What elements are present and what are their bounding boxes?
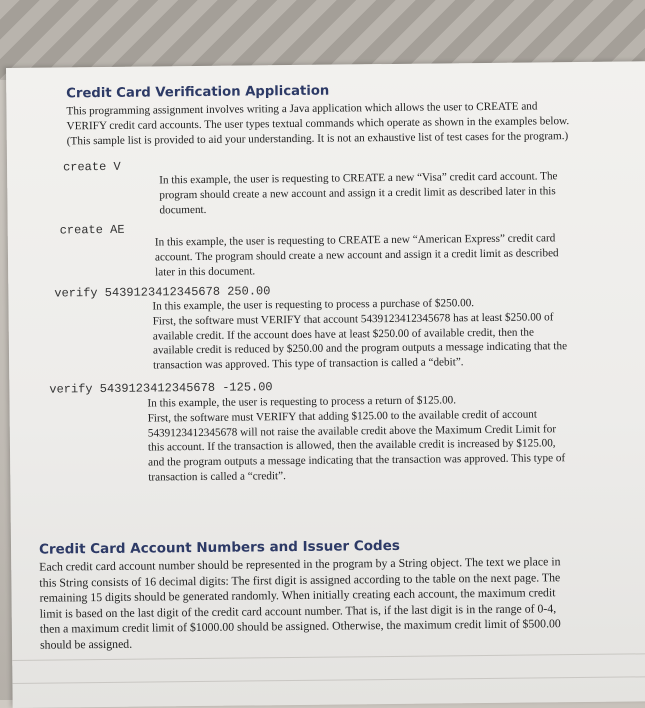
description-line: account. The program should create a new account and assign it a credit limit as described <box>154 247 559 264</box>
description-line: First, the software must VERIFY that adding $125.00 to the available credit of account <box>147 408 538 425</box>
description-line: transaction was approved. This type of transaction is called a “debit”. <box>153 356 464 372</box>
section-heading: Credit Card Account Numbers and Issuer Codes <box>38 537 400 558</box>
example-description <box>159 169 599 218</box>
description-line: and the program outputs a message indicating that the transaction was approved. This type of <box>148 452 566 469</box>
description-line: document. <box>159 203 207 216</box>
paragraph-line: should be assigned. <box>39 636 133 652</box>
example-command: verify 5439123412345678 -125.00 <box>49 380 273 397</box>
intro-line: (This sample list is provided to aid your understanding. It is not an exhaustive list of test cases for the program.) <box>66 129 569 147</box>
description-line: 5439123412345678 will not raise the available credit above the Maximum Credit Limit for <box>147 422 557 440</box>
document-page <box>6 61 645 708</box>
paragraph-line: Each credit card account number should be represented in the program by a String object. The text we place in <box>39 554 561 574</box>
description-line: In this example, the user is requesting to process a return of $125.00. <box>147 394 457 410</box>
description-line: available credit. If the account does have at least $250.00 of available credit, then the <box>152 326 535 343</box>
page-rule <box>12 676 645 684</box>
example-command: create AE <box>59 222 125 238</box>
paragraph-line: remaining 15 digits should be generated randomly. When initially creating each account, the maximum credit <box>39 585 556 605</box>
description-line: later in this document. <box>155 264 256 279</box>
description-line: In this example, the user is requesting to CREATE a new “American Express” credit card <box>154 232 556 249</box>
paragraph-line: limit is based on the last digit of the credit card account number. That is, if the last digit is in the range of 0-4, <box>39 601 557 621</box>
description-line: In this example, the user is requesting to CREATE a new “Visa” credit card account. The <box>159 170 558 187</box>
example-description <box>147 392 628 486</box>
example-command: verify 5439123412345678 250.00 <box>54 284 271 301</box>
description-line: transaction is called a “credit”. <box>148 470 286 484</box>
description-line: this account. If the transaction is allowed, then the available credit is increased by $125.00, <box>147 437 556 454</box>
example-command: create V <box>62 159 121 175</box>
paragraph-line: then a maximum credit limit of $1000.00 should be assigned. Otherwise, the maximum credit limit of $500.00 <box>39 616 561 637</box>
example-description <box>155 231 605 280</box>
description-line: available credit is reduced by $250.00 and the program outputs a message indicating that the <box>152 340 568 357</box>
page-title: Credit Card Verification Application <box>66 83 330 102</box>
intro-line: This programming assignment involves writing a Java application which allows the user to CREATE and <box>66 100 538 118</box>
description-line: program should create a new account and assign it a credit limit as described later in this <box>159 185 556 202</box>
example-description <box>152 295 623 374</box>
intro-paragraph <box>66 99 606 149</box>
description-line: In this example, the user is requesting to process a purchase of $250.00. <box>152 297 475 313</box>
intro-line: VERIFY credit card accounts. The user types textual commands which operate as shown in the examples below. <box>66 114 570 133</box>
page-rule <box>12 653 645 661</box>
paragraph-line: this String consists of 16 decimal digits: The first digit is assigned according to the table on the next page. The <box>39 569 561 590</box>
section-paragraph <box>39 554 628 654</box>
description-line: First, the software must VERIFY that account 5439123412345678 has at least $250.00 of <box>152 311 554 328</box>
